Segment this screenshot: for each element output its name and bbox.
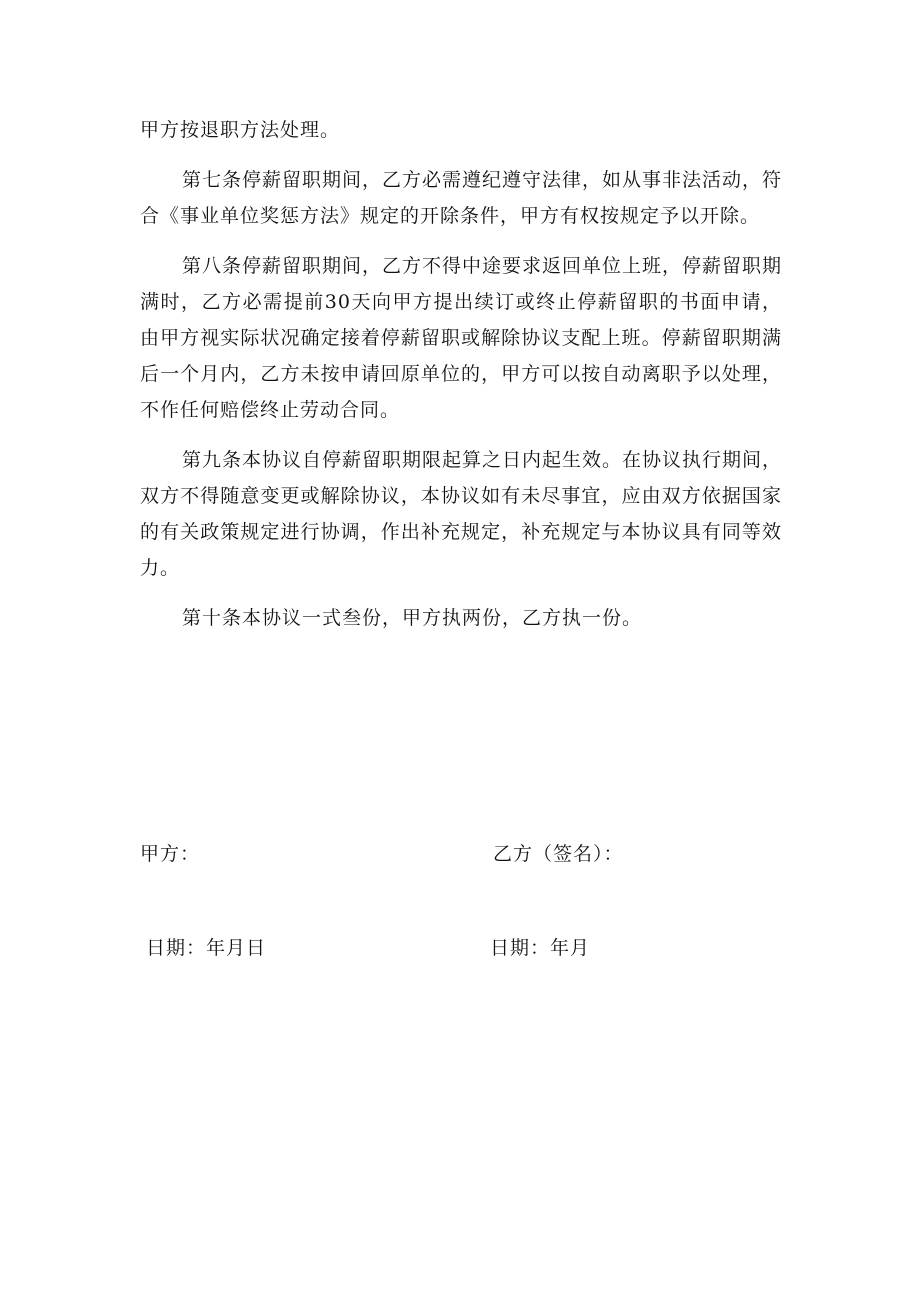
- party-b-date-label: 日期：年月: [490, 937, 591, 959]
- article-ten: 第十条本协议一式叁份，甲方执两份，乙方执一份。: [182, 607, 643, 629]
- article-nine: 第九条本协议自停薪留职期限起算之日内起生效。在协议执行期间，双方不得随意变更或解除协议，本协议如有未尽事宜，应由双方依据国家的有关政策规定进行协调，作出补充规定，补充规定与本协议具有同等效力。: [140, 449, 783, 579]
- agreement-body: [140, 112, 782, 650]
- party-a-date-label: 日期：年月日: [146, 937, 267, 959]
- article-eight: 第八条停薪留职期间，乙方不得中途要求返回单位上班，停薪留职期满时，乙方必需提前30天向甲方提出续订或终止停薪留职的书面申请，由甲方视实际状况确定接着停薪留职或解除协议支配上班。停薪留职期满后一个月内，乙方未按申请回原单位的，甲方可以按自动离职予以处理，不作任何赔偿终止劳动合同。: [140, 255, 783, 421]
- party-b-signature-label: 乙方（签名）：: [493, 843, 624, 865]
- paragraph-continuation: 甲方按退职方法处理。: [140, 119, 341, 141]
- party-a-signature-label: 甲方：: [140, 843, 201, 865]
- article-seven: 第七条停薪留职期间，乙方必需遵纪遵守法律，如从事非法活动，符合《事业单位奖惩方法》规定的开除条件，甲方有权按规定予以开除。: [140, 169, 783, 227]
